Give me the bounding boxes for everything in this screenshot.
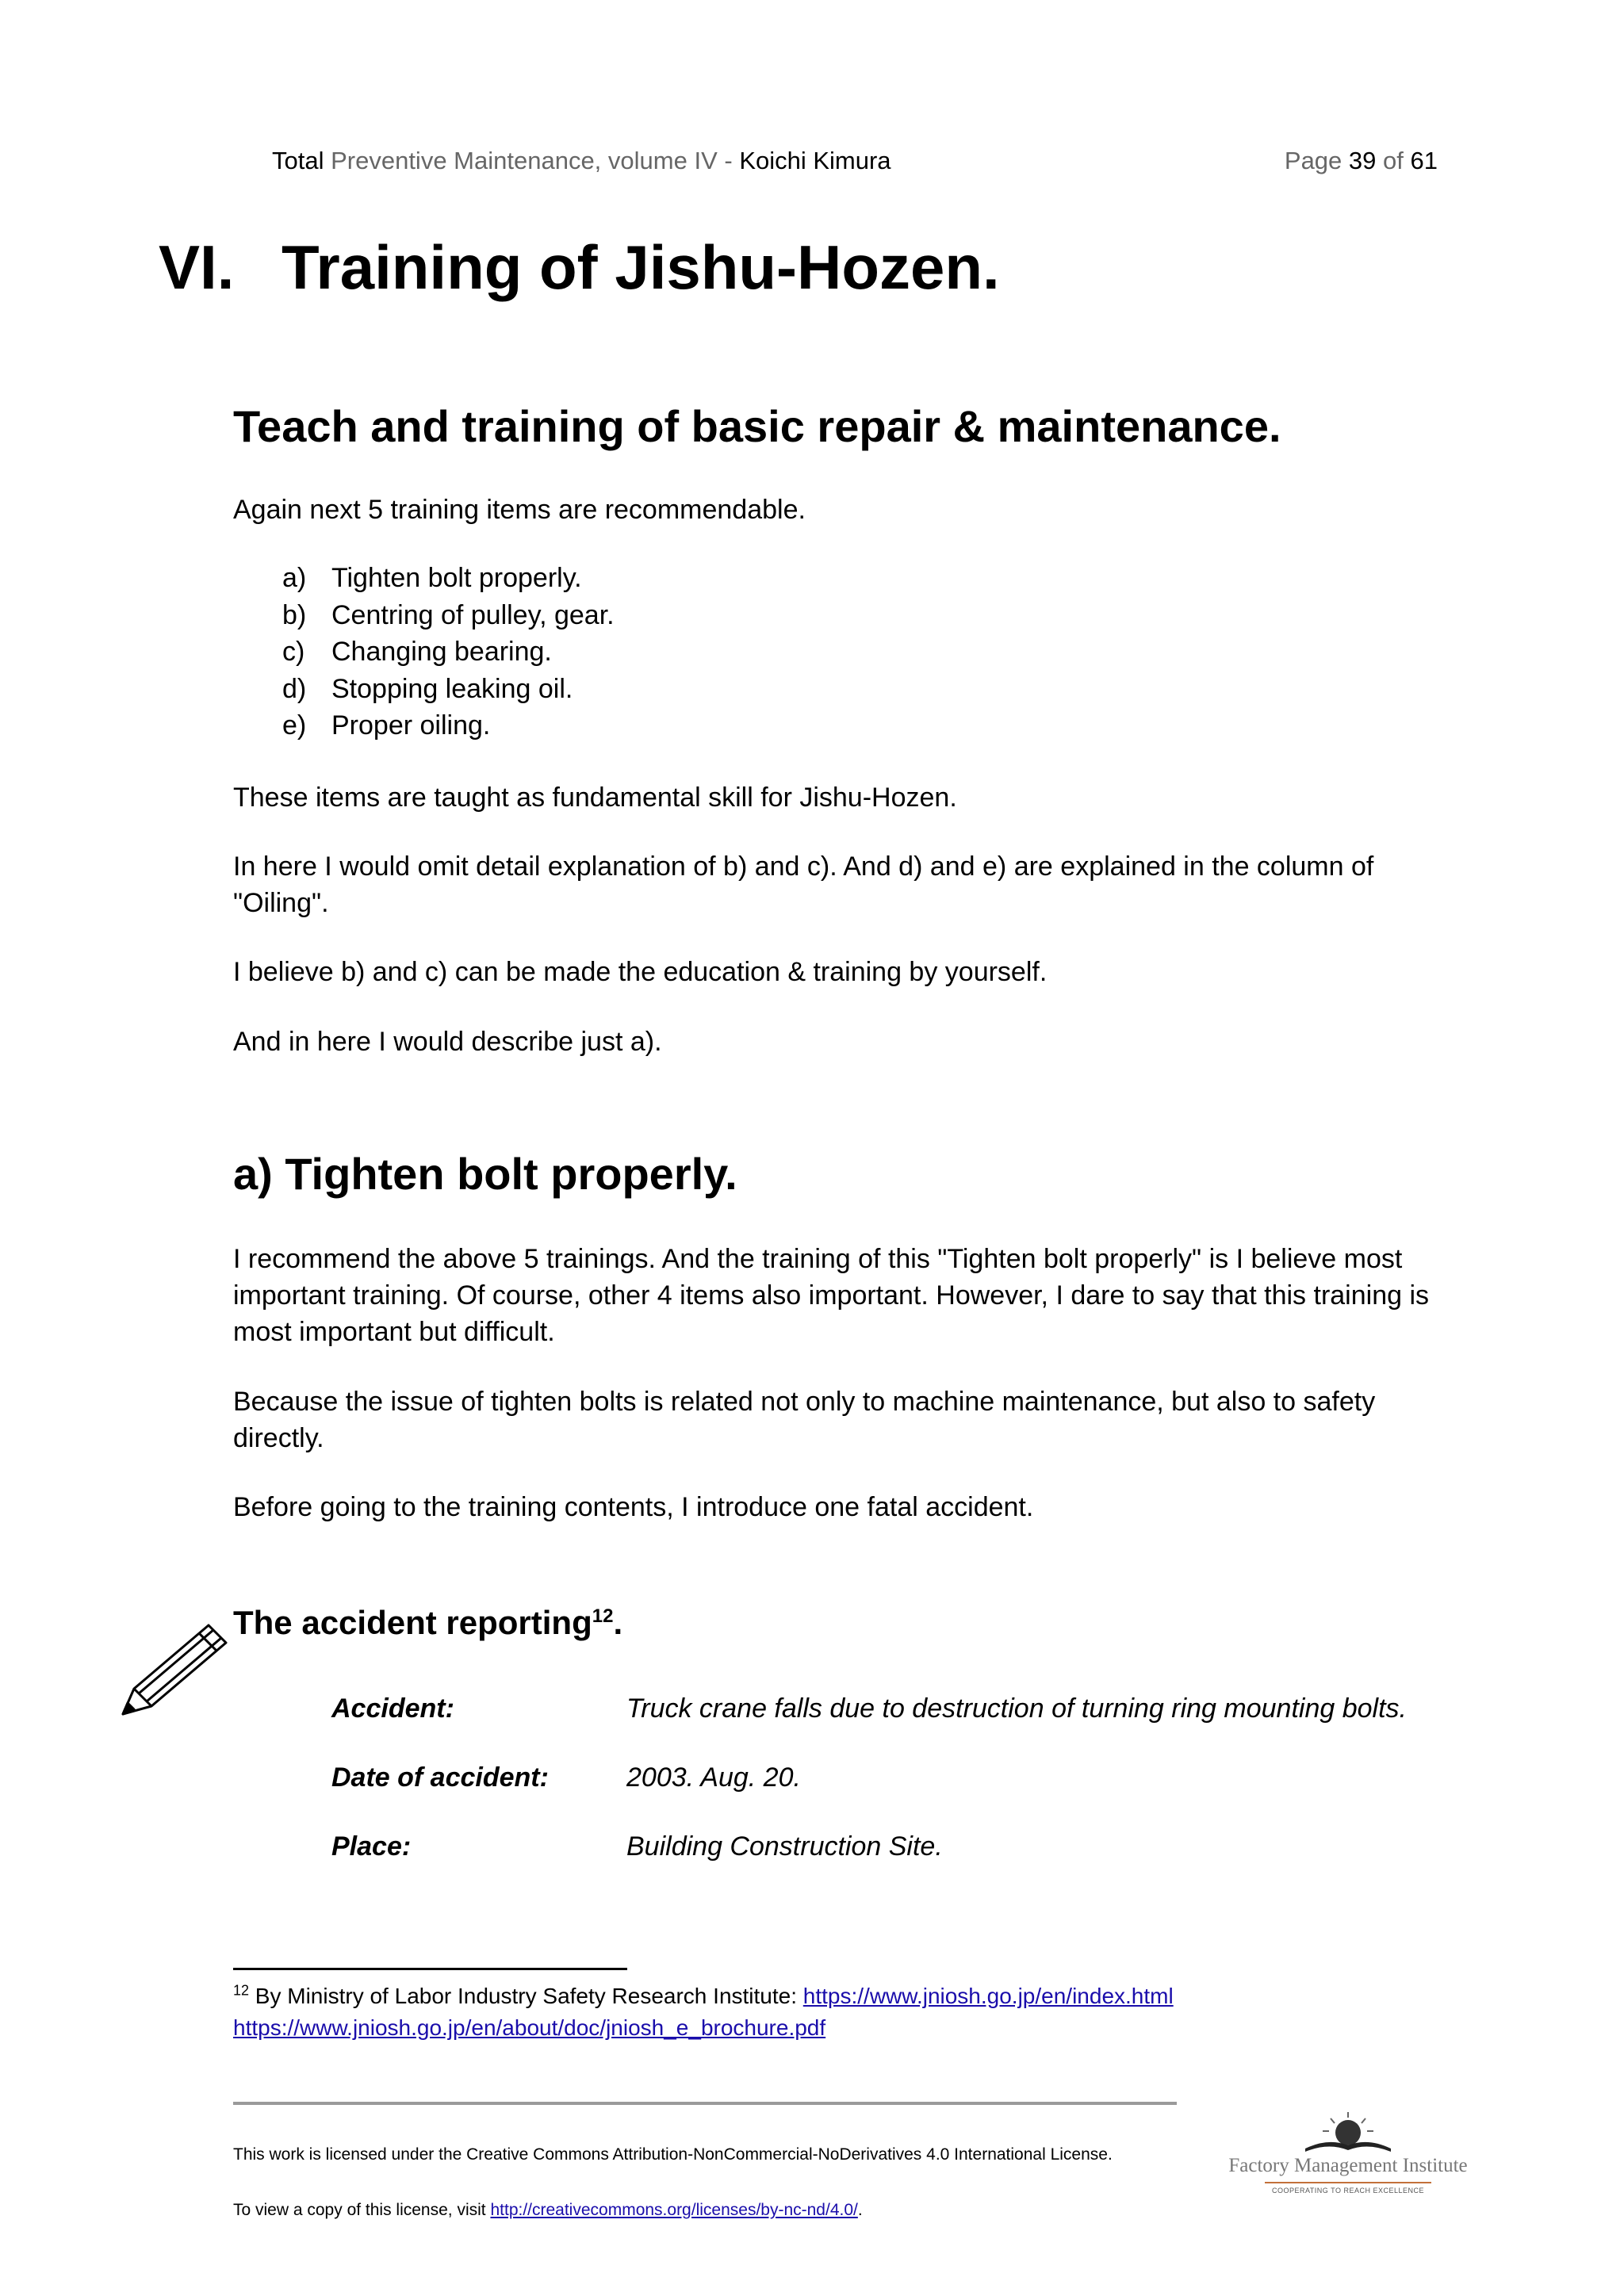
- accident-field-label: Date of accident:: [331, 1762, 549, 1793]
- logo-tagline: COOPERATING TO REACH EXCELLENCE: [1271, 2187, 1425, 2195]
- accident-field-value: Building Construction Site.: [626, 1831, 943, 1862]
- accident-field-value: Truck crane falls due to destruction of turning ring mounting bolts.: [626, 1693, 1407, 1724]
- footnote: $^{12}$ By Ministry of Labor Industry Safety Research Institute: https://www.jniosh.go.jp/en/index.html https://www.jniosh.go.jp/en/about/doc/jniosh_e_brochure.pdf: [233, 1982, 1174, 2040]
- list-item: a) Tighten bolt properly.: [282, 563, 582, 593]
- paragraph: Before going to the training contents, I introduce one fatal accident.: [233, 1492, 1034, 1522]
- license-visit-line: To view a copy of this license, visit http://creativecommons.org/licenses/by-nc-nd/4.0/.: [233, 2201, 863, 2219]
- footnote-link-index[interactable]: https://www.jniosh.go.jp/en/index.html: [802, 1984, 1174, 2008]
- accident-field-value: 2003. Aug. 20.: [626, 1762, 801, 1793]
- chapter-number: VI.: [159, 232, 235, 302]
- section-heading-tighten-bolt: a) Tighten bolt properly.: [233, 1149, 737, 1199]
- list-item: c) Changing bearing.: [282, 637, 552, 667]
- paragraph: And in here I would describe just a).: [233, 1027, 662, 1057]
- logo-name: Factory Management Institute: [1228, 2155, 1468, 2176]
- paragraph: In here I would omit detail explanation of b) and c). And d) and e) are explained in the column of "Oiling".: [233, 851, 1374, 918]
- logo-underline: [1265, 2182, 1431, 2183]
- chapter-title-text: Training of Jishu-Hozen.: [282, 232, 1000, 302]
- header-book-title: Preventive Maintenance, volume IV: [324, 147, 718, 174]
- accident-field-label: Place:: [331, 1831, 412, 1862]
- header-total: Total: [272, 147, 324, 174]
- header-separator: -: [717, 147, 740, 174]
- footer-divider: [233, 2102, 1177, 2105]
- pencil-icon: [115, 1617, 230, 1720]
- list-item: e) Proper oiling.: [282, 710, 491, 740]
- paragraph: I recommend the above 5 trainings. And the training of this "Tighten bolt properly" is I believe most important training. Of course, other 4 items also important. However, I dare to say that this training is most important but difficult.: [233, 1244, 1430, 1347]
- list-item: b) Centring of pulley, gear.: [282, 599, 615, 630]
- license-link[interactable]: http://creativecommons.org/licenses/by-nc-nd/4.0/: [490, 2201, 858, 2219]
- factory-management-institute-logo: [1225, 2103, 1471, 2206]
- footnote-separator: [233, 1968, 627, 1970]
- logo-emblem-icon: [1300, 2109, 1396, 2152]
- header-author: Koichi Kimura: [739, 147, 891, 174]
- paragraph: These items are taught as fundamental skill for Jishu-Hozen.: [233, 783, 957, 813]
- chapter-title: [159, 232, 1000, 304]
- section-heading-basic-repair: Teach and training of basic repair & maintenance.: [233, 401, 1281, 451]
- paragraph-intro: Again next 5 training items are recommendable.: [233, 495, 806, 525]
- footnote-number: 12: [233, 1982, 250, 1999]
- footnote-ref: 12: [592, 1605, 614, 1627]
- license-line: This work is licensed under the Creative Commons Attribution-NonCommercial-NoDerivatives 4.0 International License.: [233, 2145, 1113, 2164]
- paragraph: Because the issue of tighten bolts is related not only to machine maintenance, but also to safety directly.: [233, 1387, 1376, 1453]
- training-items-list: [282, 560, 615, 744]
- accident-reporting-heading: The accident reporting$^{12}$.: [233, 1604, 623, 1641]
- list-item: d) Stopping leaking oil.: [282, 673, 573, 704]
- running-header: [272, 147, 1438, 175]
- page-number: Page 39 of 61: [1284, 147, 1438, 174]
- accident-field-label: Accident:: [331, 1693, 454, 1724]
- footnote-link-brochure[interactable]: https://www.jniosh.go.jp/en/about/doc/jniosh_e_brochure.pdf: [233, 2015, 826, 2040]
- paragraph: I believe b) and c) can be made the education & training by yourself.: [233, 957, 1048, 987]
